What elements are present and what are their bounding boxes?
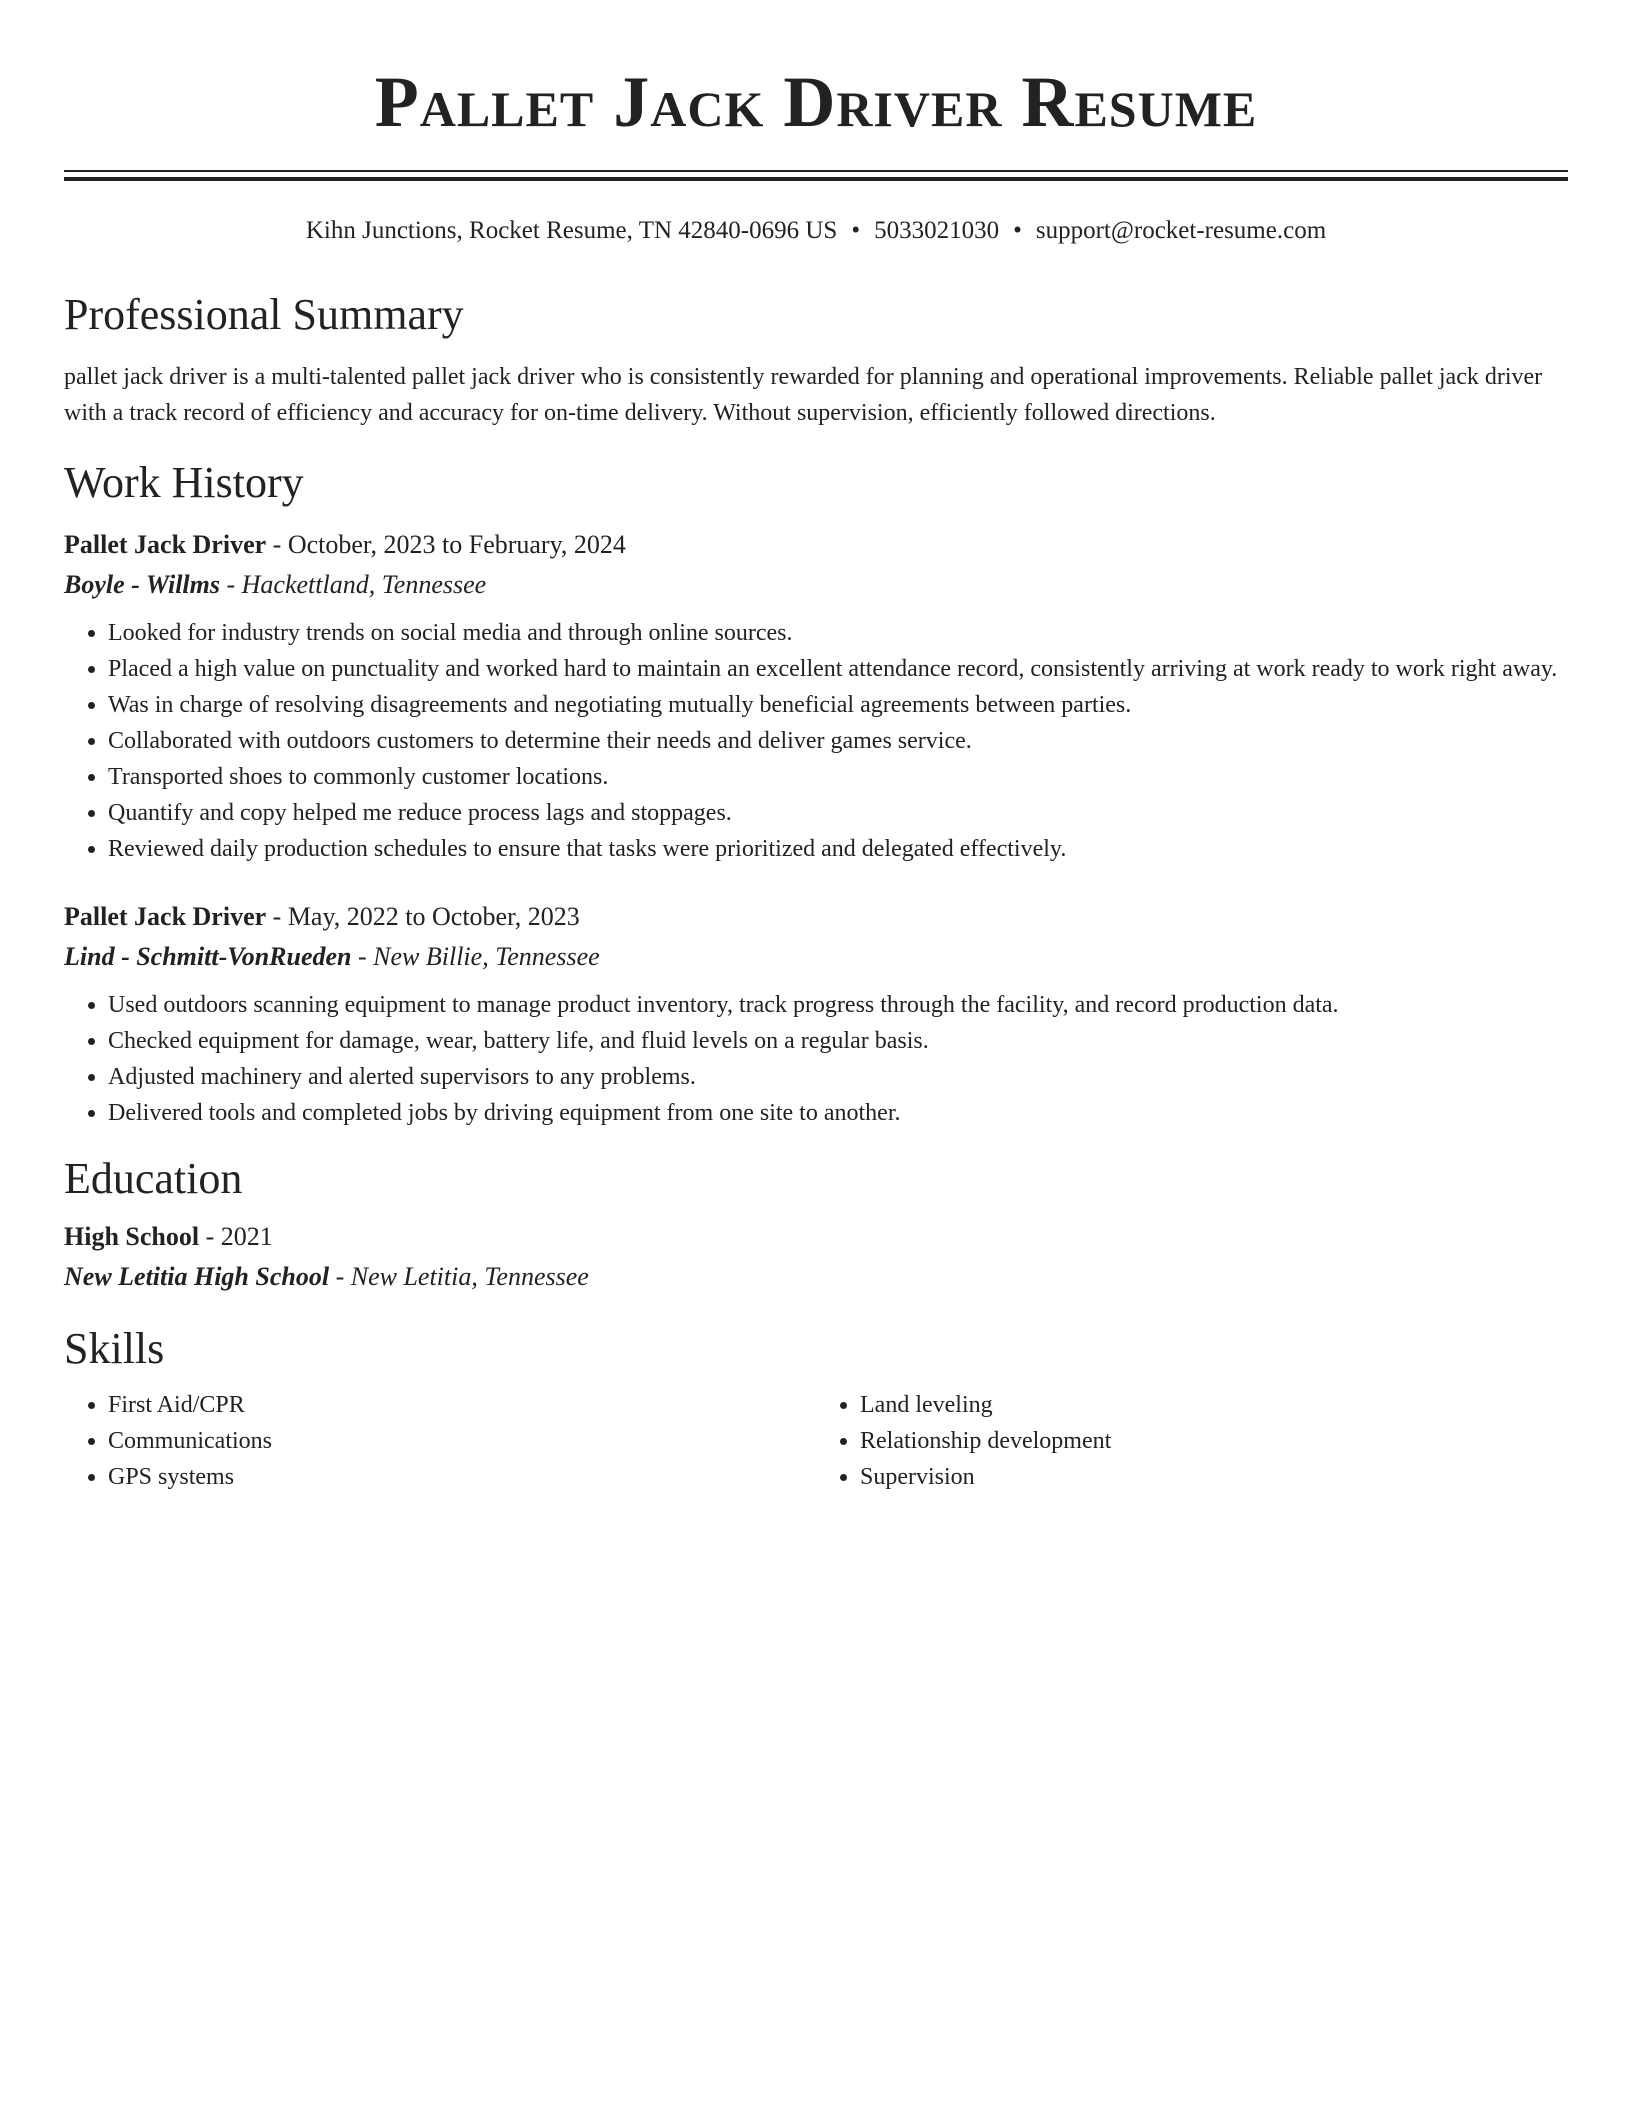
job-title-line <box>64 527 1568 563</box>
contact-line <box>64 215 1568 247</box>
graduation-year: - 2021 <box>199 1222 273 1251</box>
skill-item: • First Aid/CPR <box>108 1387 816 1423</box>
resume-title: Pallet Jack Driver Resume <box>374 62 1258 142</box>
contact-email: support@rocket-resume.com <box>1035 217 1327 244</box>
list-item: • Was in charge of resolving disagreements and negotiating mutually beneficial agreements between parties. <box>108 687 1568 723</box>
education-entry <box>64 1219 1568 1295</box>
skills-column-left <box>64 1387 816 1495</box>
job-bullets <box>64 615 1568 867</box>
school-name: New Letitia High School <box>64 1262 330 1291</box>
skill-item: • Land leveling <box>860 1387 1568 1423</box>
employer-line <box>64 939 1568 975</box>
degree: High School <box>64 1222 200 1251</box>
skills-heading: Skills <box>64 1324 165 1373</box>
degree-line <box>64 1219 1568 1255</box>
skill-item: • Supervision <box>860 1459 1568 1495</box>
job-dates: - May, 2022 to October, 2023 <box>266 902 580 931</box>
skill-item: • Communications <box>108 1423 816 1459</box>
job-title-line <box>64 899 1568 935</box>
skill-item: • GPS systems <box>108 1459 816 1495</box>
skill-item: • Relationship development <box>860 1423 1568 1459</box>
list-item: • Reviewed daily production schedules to ensure that tasks were prioritized and delegated effectively. <box>108 831 1568 867</box>
skills-list <box>64 1387 1568 1495</box>
contact-address: Kihn Junctions, Rocket Resume, TN 42840-0696 US <box>305 217 838 244</box>
list-item: • Checked equipment for damage, wear, battery life, and fluid levels on a regular basis. <box>108 1023 1568 1059</box>
list-item: • Placed a high value on punctuality and worked hard to maintain an excellent attendance record, consistently arriving at work ready to work right away. <box>108 651 1568 687</box>
list-item: • Collaborated with outdoors customers to determine their needs and deliver games service. <box>108 723 1568 759</box>
work-history-heading: Work History <box>64 458 304 507</box>
list-item: • Used outdoors scanning equipment to manage product inventory, track progress through the facility, and record production data. <box>108 987 1568 1023</box>
list-item: • Quantify and copy helped me reduce process lags and stoppages. <box>108 795 1568 831</box>
list-item: • Delivered tools and completed jobs by driving equipment from one site to another. <box>108 1095 1568 1131</box>
job-title: Pallet Jack Driver <box>64 530 267 559</box>
employer-name: Lind - Schmitt-VonRueden <box>64 942 352 971</box>
employer-name: Boyle - Willms <box>64 570 220 599</box>
contact-separator: • <box>851 217 861 244</box>
school-location: - New Letitia, Tennessee <box>329 1262 589 1291</box>
job-entry <box>64 899 1568 1131</box>
job-title: Pallet Jack Driver <box>64 902 267 931</box>
list-item: • Adjusted machinery and alerted supervisors to any problems. <box>108 1059 1568 1095</box>
title-double-rule <box>64 170 1568 181</box>
list-item: • Transported shoes to commonly customer locations. <box>108 759 1568 795</box>
summary-text: pallet jack driver is a multi-talented pallet jack driver who is consistently rewarded for planning and operational improvements. Reliable pallet jack driver with a track record of efficiency and accuracy for on-time delivery. Without supervision, efficiently followed directions. <box>64 364 1543 426</box>
education-heading: Education <box>64 1154 243 1203</box>
contact-separator: • <box>1013 217 1022 244</box>
summary-heading: Professional Summary <box>64 290 464 339</box>
job-entry <box>64 527 1568 867</box>
contact-phone: 5033021030 <box>874 217 1000 244</box>
employer-location: - Hackettland, Tennessee <box>220 570 487 599</box>
list-item: • Looked for industry trends on social media and through online sources. <box>108 615 1568 651</box>
school-line <box>64 1259 1568 1295</box>
job-bullets <box>64 987 1568 1131</box>
job-dates: - October, 2023 to February, 2024 <box>266 530 626 559</box>
employer-location: - New Billie, Tennessee <box>351 942 600 971</box>
employer-line <box>64 567 1568 603</box>
skills-column-right <box>816 1387 1568 1495</box>
